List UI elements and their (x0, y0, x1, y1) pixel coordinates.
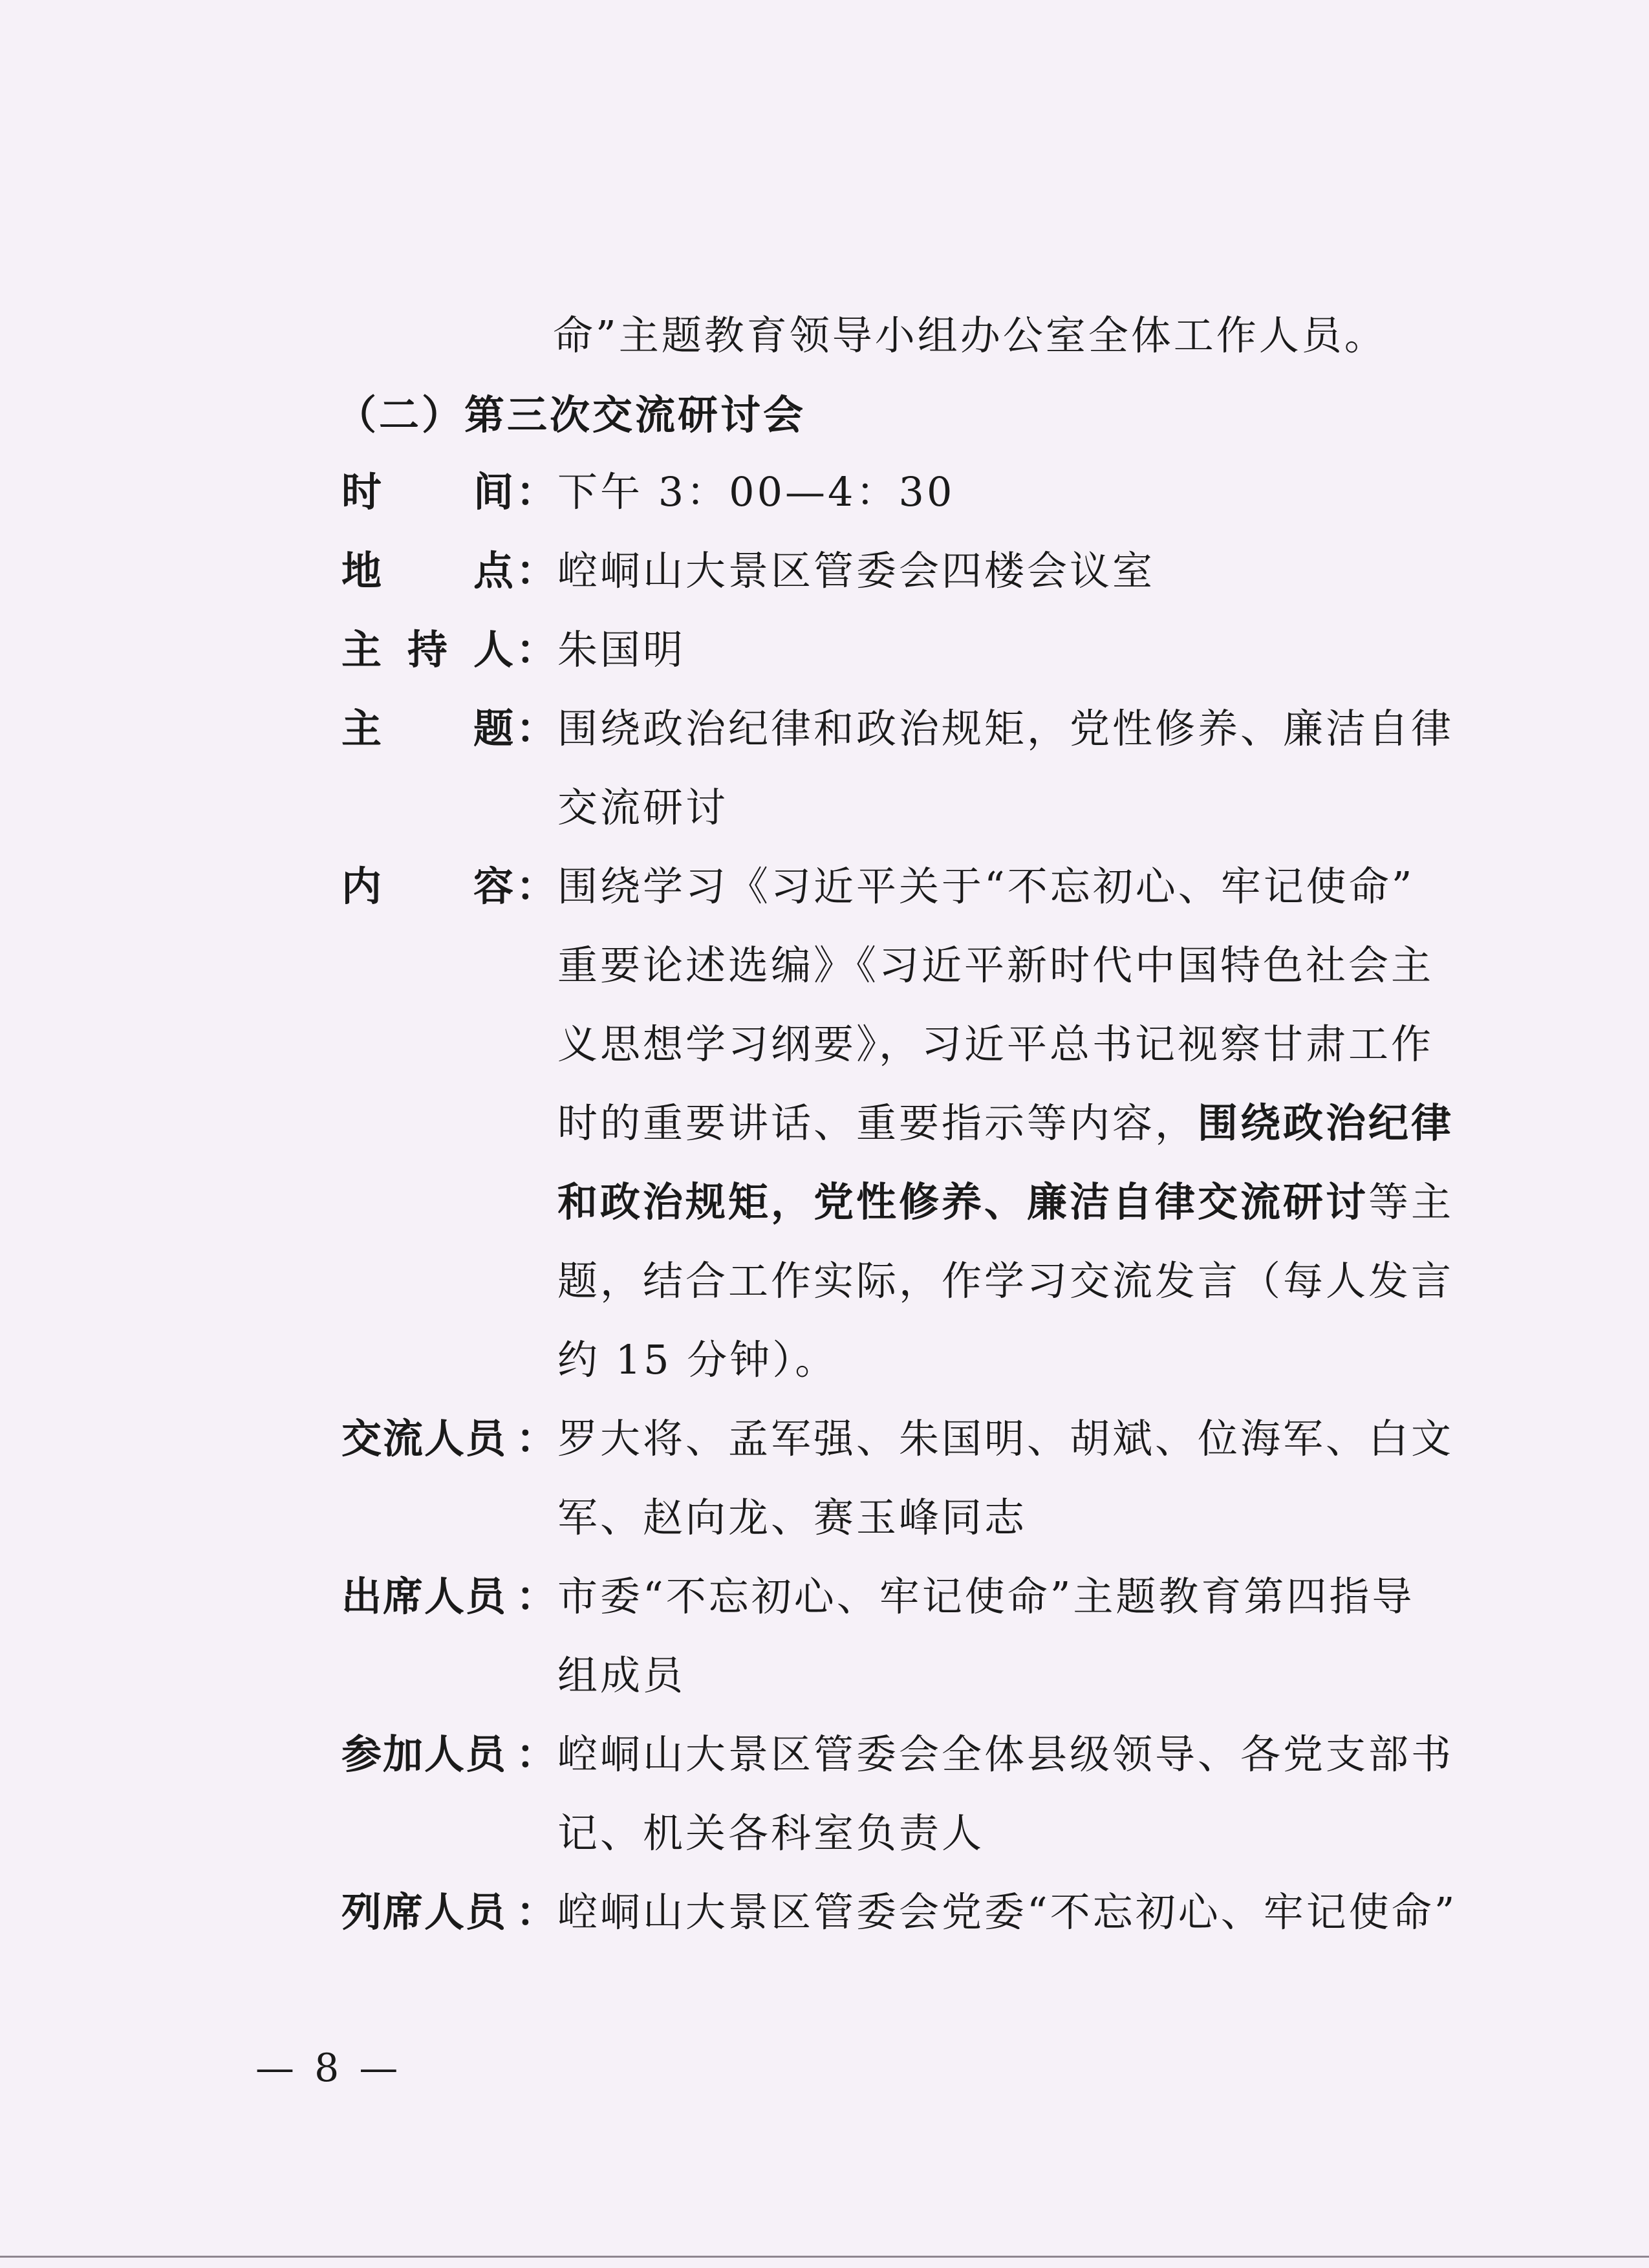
field-value: 朱国明 (557, 626, 686, 673)
field-value: 下午 3：00—4：30 (557, 468, 955, 515)
field-label-char: 主 (341, 705, 382, 752)
field-label-char: 人 (473, 626, 514, 673)
field-label: 交流人员 (341, 1415, 508, 1462)
field-colon: ： (516, 1573, 557, 1620)
field-label-char: 容 (473, 863, 514, 910)
field-colon: ： (516, 863, 557, 910)
field-label-char: 间 (473, 468, 514, 515)
content-bold-text: 和政治规矩，党性修养、廉洁自律交流研讨 (557, 1178, 1369, 1226)
field-value: 义思想学习纲要》，习近平总书记视察甘肃工作 (557, 1021, 1434, 1068)
field-label-char: 题 (473, 705, 514, 752)
continuation-line: 命”主题教育领导小组办公室全体工作人员。 (553, 312, 1387, 359)
field-value: 罗大将、孟军强、朱国明、胡斌、位海军、白文 (557, 1415, 1454, 1462)
field-label-char: 内 (341, 863, 382, 910)
field-value: 组成员 (557, 1652, 686, 1699)
field-value: 重要论述选编》《习近平新时代中国特色社会主 (557, 942, 1434, 989)
field-label: 参加人员 (341, 1731, 508, 1778)
field-value: 崆峒山大景区管委会全体县级领导、各党支部书 (557, 1731, 1454, 1778)
field-label-char: 持 (407, 626, 448, 673)
field-label: 出席人员 (341, 1573, 508, 1620)
field-colon: ： (516, 1888, 557, 1936)
field-colon: ： (516, 468, 557, 515)
field-value: 记、机关各科室负责人 (557, 1809, 985, 1857)
content-text: 等主 (1368, 1178, 1454, 1226)
field-colon: ： (516, 1731, 557, 1778)
field-label-char: 地 (341, 547, 382, 594)
field-label-char: 主 (341, 626, 382, 673)
field-value: 崆峒山大景区管委会党委“不忘初心、牢记使命” (557, 1888, 1458, 1936)
field-colon: ： (516, 626, 557, 673)
page-number: — 8 — (255, 2046, 402, 2091)
field-value: 约 15 分钟）。 (557, 1336, 838, 1383)
field-value: 交流研讨 (557, 784, 729, 831)
section-heading: （二）第三次交流研讨会 (336, 391, 806, 438)
field-value: 市委“不忘初心、牢记使命”主题教育第四指导 (557, 1573, 1415, 1620)
field-colon: ： (516, 1415, 557, 1462)
field-value: 军、赵向龙、赛玉峰同志 (557, 1494, 1028, 1541)
field-value-mixed (557, 1099, 1454, 1147)
field-colon: ： (516, 705, 557, 752)
field-value: 围绕政治纪律和政治规矩，党性修养、廉洁自律 (557, 705, 1454, 752)
field-value: 题，结合工作实际，作学习交流发言（每人发言 (557, 1257, 1454, 1304)
scan-edge-divider (0, 2256, 1649, 2258)
content-text: 时的重要讲话、重要指示等内容， (557, 1099, 1198, 1147)
content-bold-text: 围绕政治纪律 (1198, 1099, 1454, 1147)
field-value: 围绕学习《习近平关于“不忘初心、牢记使命” (557, 863, 1415, 910)
field-value: 崆峒山大景区管委会四楼会议室 (557, 547, 1156, 594)
field-colon: ： (516, 547, 557, 594)
field-label: 列席人员 (341, 1888, 508, 1936)
field-value-mixed (557, 1178, 1454, 1226)
field-label-char: 点 (473, 547, 514, 594)
field-label-char: 时 (341, 468, 382, 515)
